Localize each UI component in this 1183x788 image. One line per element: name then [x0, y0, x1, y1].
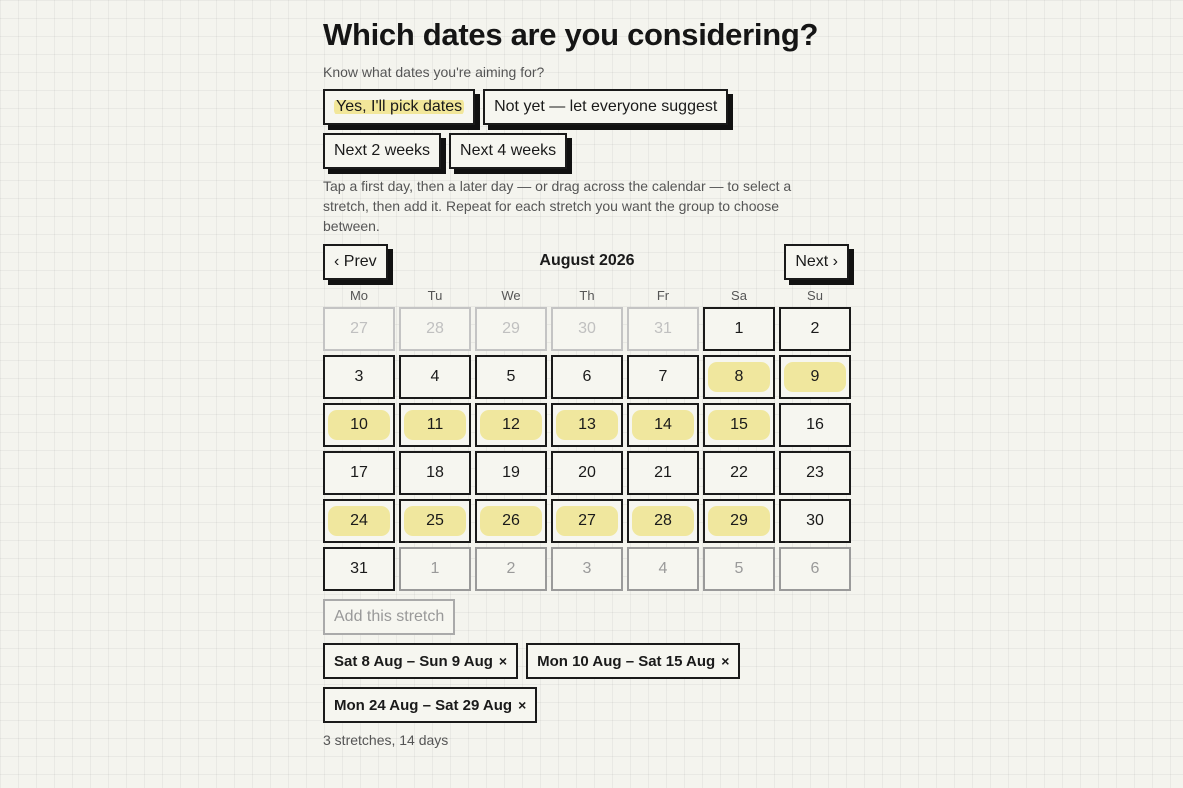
- calendar-day-number: 21: [654, 464, 672, 481]
- weekday-label: Su: [807, 288, 823, 303]
- calendar-day-selected[interactable]: [703, 403, 775, 447]
- remove-stretch-icon[interactable]: ×: [721, 653, 730, 669]
- calendar-day-outside[interactable]: [475, 307, 547, 351]
- pick-dates-button[interactable]: [323, 89, 475, 125]
- calendar-day-number: 3: [354, 368, 364, 385]
- calendar-day[interactable]: [779, 403, 851, 447]
- calendar-grid: [323, 307, 853, 591]
- stretch-chip: [323, 687, 537, 723]
- calendar-day-selected[interactable]: [703, 499, 775, 543]
- let-everyone-suggest-label: Not yet — let everyone suggest: [494, 98, 718, 115]
- calendar-day-number: 28: [426, 320, 444, 337]
- stretch-chip: [323, 643, 518, 679]
- calendar-header: [323, 244, 851, 280]
- calendar-day-number: 6: [810, 560, 820, 577]
- calendar-day-number: 1: [430, 560, 440, 577]
- calendar-day-number: 9: [784, 362, 846, 392]
- calendar-day-number: 23: [806, 464, 824, 481]
- calendar-day[interactable]: [475, 451, 547, 495]
- calendar-day[interactable]: [323, 355, 395, 399]
- calendar-day-outside[interactable]: [779, 547, 851, 591]
- calendar-day-number: 11: [404, 410, 466, 440]
- calendar-day-number: 27: [556, 506, 618, 536]
- calendar-day-number: 26: [480, 506, 542, 536]
- calendar-day-outside[interactable]: [475, 547, 547, 591]
- stretch-summary: 3 stretches, 14 days: [323, 732, 449, 748]
- stretch-label: Sat 8 Aug – Sun 9 Aug: [334, 652, 493, 670]
- calendar-day[interactable]: [703, 451, 775, 495]
- calendar-day[interactable]: [779, 307, 851, 351]
- calendar-day-selected[interactable]: [475, 403, 547, 447]
- mode-toggle: [323, 89, 853, 125]
- calendar-day-selected[interactable]: [551, 403, 623, 447]
- let-everyone-suggest-button[interactable]: [483, 89, 728, 125]
- pick-dates-label: Yes, I'll pick dates: [336, 98, 463, 115]
- calendar-day[interactable]: [779, 451, 851, 495]
- calendar-day-number: 13: [556, 410, 618, 440]
- calendar-day[interactable]: [627, 355, 699, 399]
- calendar-day-selected[interactable]: [323, 403, 395, 447]
- calendar-day[interactable]: [399, 355, 471, 399]
- calendar-day[interactable]: [627, 451, 699, 495]
- stretch-chip: [526, 643, 740, 679]
- add-stretch-button[interactable]: Add this stretch: [323, 599, 455, 635]
- calendar-day-number: 8: [708, 362, 770, 392]
- weekday-label: Tu: [427, 288, 443, 303]
- calendar-day-outside[interactable]: [627, 307, 699, 351]
- calendar-day-number: 30: [578, 320, 596, 337]
- calendar-day-selected[interactable]: [779, 355, 851, 399]
- calendar-day-outside[interactable]: [399, 547, 471, 591]
- calendar-day-number: 2: [810, 320, 820, 337]
- calendar-day-number: 4: [430, 368, 440, 385]
- calendar-day-number: 29: [502, 320, 520, 337]
- weekday-label: We: [501, 288, 521, 303]
- remove-stretch-icon[interactable]: ×: [498, 653, 508, 669]
- calendar-day[interactable]: [551, 451, 623, 495]
- next-month-button[interactable]: Next ›: [784, 244, 849, 280]
- calendar-day-number: 10: [328, 410, 390, 440]
- calendar-day-outside[interactable]: [703, 547, 775, 591]
- calendar-day-number: 18: [426, 464, 444, 481]
- calendar-day-number: 17: [350, 464, 368, 481]
- calendar-day-selected[interactable]: [627, 403, 699, 447]
- calendar-day-selected[interactable]: [475, 499, 547, 543]
- weekday-label: Fr: [656, 288, 670, 303]
- stretch-list: [323, 643, 853, 723]
- calendar-day-number: 6: [582, 368, 592, 385]
- calendar-day-selected[interactable]: [399, 403, 471, 447]
- calendar-day[interactable]: [323, 451, 395, 495]
- calendar-day-outside[interactable]: [323, 307, 395, 351]
- calendar-day-number: 3: [582, 560, 592, 577]
- calendar-day-number: 24: [328, 506, 390, 536]
- calendar-day-number: 7: [658, 368, 668, 385]
- calendar-day-number: 19: [502, 464, 520, 481]
- calendar-day-number: 25: [404, 506, 466, 536]
- calendar-day[interactable]: [323, 547, 395, 591]
- calendar-day-number: 20: [578, 464, 596, 481]
- calendar-day[interactable]: [399, 451, 471, 495]
- calendar-day-number: 31: [654, 320, 672, 337]
- calendar-day-selected[interactable]: [323, 499, 395, 543]
- weekday-label: Mo: [349, 288, 369, 303]
- stretch-label: Mon 24 Aug – Sat 29 Aug: [334, 696, 513, 714]
- help-text: Tap a first day, then a later day — or drag across the calendar — to select a stretch, then add it. Repeat for each stretch you want the group to choose between.: [323, 178, 792, 234]
- calendar-day-outside[interactable]: [551, 547, 623, 591]
- date-picker-panel: [323, 14, 853, 748]
- calendar-day-number: 2: [506, 560, 516, 577]
- page-title: Which dates are you considering?: [323, 17, 819, 52]
- calendar-day-number: 14: [632, 410, 694, 440]
- remove-stretch-icon[interactable]: ×: [518, 697, 527, 713]
- month-label: August 2026: [539, 252, 635, 269]
- quick-ranges: [323, 133, 853, 169]
- calendar-day[interactable]: [779, 499, 851, 543]
- calendar-day-number: 27: [350, 320, 368, 337]
- next-4-weeks-button[interactable]: Next 4 weeks: [449, 133, 567, 169]
- calendar-day-number: 28: [632, 506, 694, 536]
- calendar-day-outside[interactable]: [551, 307, 623, 351]
- calendar-day[interactable]: [475, 355, 547, 399]
- stretch-label: Mon 10 Aug – Sat 15 Aug: [537, 652, 716, 670]
- prev-month-button[interactable]: ‹ Prev: [323, 244, 388, 280]
- subtitle: Know what dates you're aiming for?: [323, 64, 545, 80]
- weekday-label: Sa: [731, 288, 747, 303]
- calendar-day-selected[interactable]: [399, 499, 471, 543]
- calendar-day-number: 12: [480, 410, 542, 440]
- calendar-day-number: 30: [806, 512, 824, 529]
- calendar-day-number: 5: [506, 368, 516, 385]
- next-2-weeks-button[interactable]: Next 2 weeks: [323, 133, 441, 169]
- calendar-day[interactable]: [703, 307, 775, 351]
- calendar-day-outside[interactable]: [399, 307, 471, 351]
- calendar-day-number: 29: [708, 506, 770, 536]
- calendar-day-number: 5: [734, 560, 744, 577]
- calendar-day-number: 16: [806, 416, 824, 433]
- calendar-day-number: 22: [730, 464, 748, 481]
- weekday-header: [323, 288, 853, 304]
- calendar-day-number: 31: [350, 560, 368, 577]
- calendar-day-number: 1: [734, 320, 744, 337]
- calendar-day-number: 15: [708, 410, 770, 440]
- calendar-day-outside[interactable]: [627, 547, 699, 591]
- calendar-day-selected[interactable]: [627, 499, 699, 543]
- calendar-day-selected[interactable]: [703, 355, 775, 399]
- calendar-day[interactable]: [551, 355, 623, 399]
- calendar-day-number: 4: [658, 560, 668, 577]
- weekday-label: Th: [579, 288, 595, 303]
- calendar-day-selected[interactable]: [551, 499, 623, 543]
